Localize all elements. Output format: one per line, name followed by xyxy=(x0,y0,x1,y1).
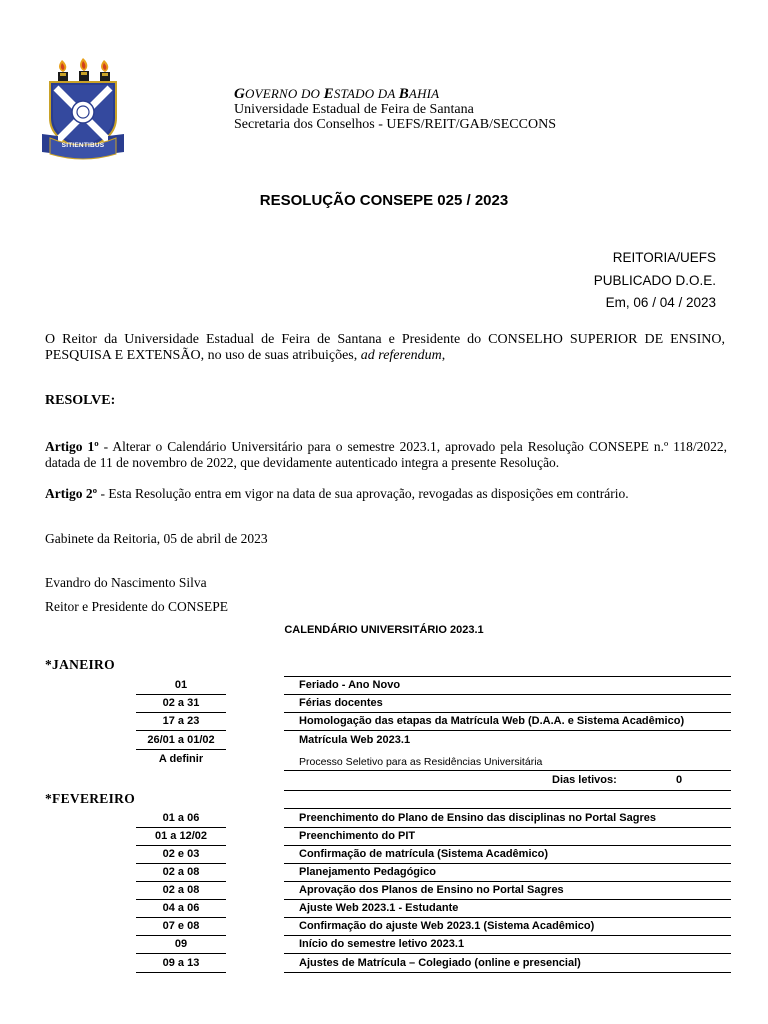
row-date: 07 e 08 xyxy=(136,918,226,936)
row-description: Preenchimento do Plano de Ensino das disciplinas no Portal Sagres xyxy=(299,812,656,824)
row-date: A definir xyxy=(158,753,204,765)
government-name: GOVERNO DO ESTADO DA BAHIA xyxy=(234,86,440,102)
table-row xyxy=(0,864,768,882)
row-description: Confirmação de matrícula (Sistema Acadêmico) xyxy=(299,848,549,860)
dias-letivos-value: 0 xyxy=(676,774,683,786)
table-row xyxy=(0,900,768,918)
signer-title: Reitor e Presidente do CONSEPE xyxy=(45,599,228,614)
table-row xyxy=(0,810,768,828)
row-description: Preenchimento do PIT xyxy=(299,830,416,842)
signer-name: Evandro do Nascimento Silva xyxy=(45,575,207,590)
publication-line-2: PUBLICADO D.O.E. xyxy=(593,272,716,288)
torch-flames-icon xyxy=(58,58,110,82)
document-header xyxy=(234,86,556,132)
row-date: 02 e 03 xyxy=(136,846,226,864)
row-date: 26/01 a 01/02 xyxy=(136,732,226,750)
table-row xyxy=(0,936,768,954)
row-date: 02 a 31 xyxy=(136,695,226,713)
resolve-heading: RESOLVE: xyxy=(45,393,116,408)
table-row xyxy=(0,695,768,713)
table-row xyxy=(0,846,768,864)
table-row xyxy=(0,751,768,769)
table-row xyxy=(0,918,768,936)
university-name: Universidade Estadual de Feira de Santana xyxy=(234,102,474,117)
row-description: Aprovação dos Planos de Ensino no Portal Sagres xyxy=(299,884,564,896)
row-date: 17 a 23 xyxy=(136,713,226,731)
row-description: Processo Seletivo para as Residências Universitária xyxy=(299,756,543,768)
place-date: Gabinete da Reitoria, 05 de abril de 2023 xyxy=(45,531,268,546)
publication-line-3: Em, 06 / 04 / 2023 xyxy=(605,295,716,310)
row-date: 09 xyxy=(136,936,226,954)
row-date: 01 a 12/02 xyxy=(136,828,226,846)
month-heading-fevereiro: *FEVEREIRO xyxy=(45,791,136,806)
table-rule xyxy=(284,770,731,771)
table-rule xyxy=(284,972,731,973)
row-description: Confirmação do ajuste Web 2023.1 (Sistema Acadêmico) xyxy=(299,920,595,932)
secretariat-name: Secretaria dos Conselhos - UEFS/REIT/GAB/SECCONS xyxy=(234,117,556,132)
table-rule xyxy=(284,808,731,809)
table-rule xyxy=(284,730,731,731)
row-description: Matrícula Web 2023.1 xyxy=(299,734,411,746)
table-row xyxy=(0,677,768,695)
table-row xyxy=(0,828,768,846)
resolution-title: RESOLUÇÃO CONSEPE 025 / 2023 xyxy=(259,192,509,209)
row-date: 01 xyxy=(136,677,226,695)
dias-letivos-row xyxy=(0,772,768,790)
row-date: 04 a 06 xyxy=(136,900,226,918)
table-row xyxy=(0,732,768,750)
table-row xyxy=(0,955,768,973)
row-date: 02 a 08 xyxy=(136,882,226,900)
month-heading-janeiro: *JANEIRO xyxy=(45,657,115,672)
row-description: Ajuste Web 2023.1 - Estudante xyxy=(299,902,459,914)
preamble-paragraph: O Reitor da Universidade Estadual de Feira de Santana e Presidente do CONSELHO SUPERIOR DE ENSINO, PESQUISA E EXTENSÃO, no uso de suas atribuições, ad referendum, xyxy=(45,332,725,363)
row-date: 09 a 13 xyxy=(136,955,226,973)
row-description: Homologação das etapas da Matrícula Web (D.A.A. e Sistema Acadêmico) xyxy=(299,715,685,727)
dias-letivos-label: Dias letivos: xyxy=(552,774,617,786)
row-description: Início do semestre letivo 2023.1 xyxy=(299,938,465,950)
publication-line-1: REITORIA/UEFS xyxy=(612,250,716,265)
calendar-title: CALENDÁRIO UNIVERSITÁRIO 2023.1 xyxy=(284,624,484,636)
logo-motto: SITIENTIBUS xyxy=(61,142,105,149)
article-1: Artigo 1º - Alterar o Calendário Universitário para o semestre 2023.1, aprovado pela Resolução CONSEPE n.º 118/2022, datada de 11 de novembro de 2022, que devidamente autenticado integra a presente Resolução. xyxy=(45,439,727,470)
table-row xyxy=(0,713,768,731)
row-description: Planejamento Pedagógico xyxy=(299,866,436,878)
row-description: Feriado - Ano Novo xyxy=(299,679,401,691)
row-description: Ajustes de Matrícula – Colegiado (online e presencial) xyxy=(299,957,581,969)
article-2: Artigo 2º - Esta Resolução entra em vigor na data de sua aprovação, revogadas as disposições em contrário. xyxy=(45,486,629,501)
table-rule xyxy=(284,953,731,954)
table-rule xyxy=(284,790,731,791)
table-row xyxy=(0,882,768,900)
row-description: Férias docentes xyxy=(299,697,383,709)
uefs-logo xyxy=(40,56,126,160)
row-date: 02 a 08 xyxy=(136,864,226,882)
row-date: 01 a 06 xyxy=(136,810,226,828)
publication-block xyxy=(594,247,716,315)
